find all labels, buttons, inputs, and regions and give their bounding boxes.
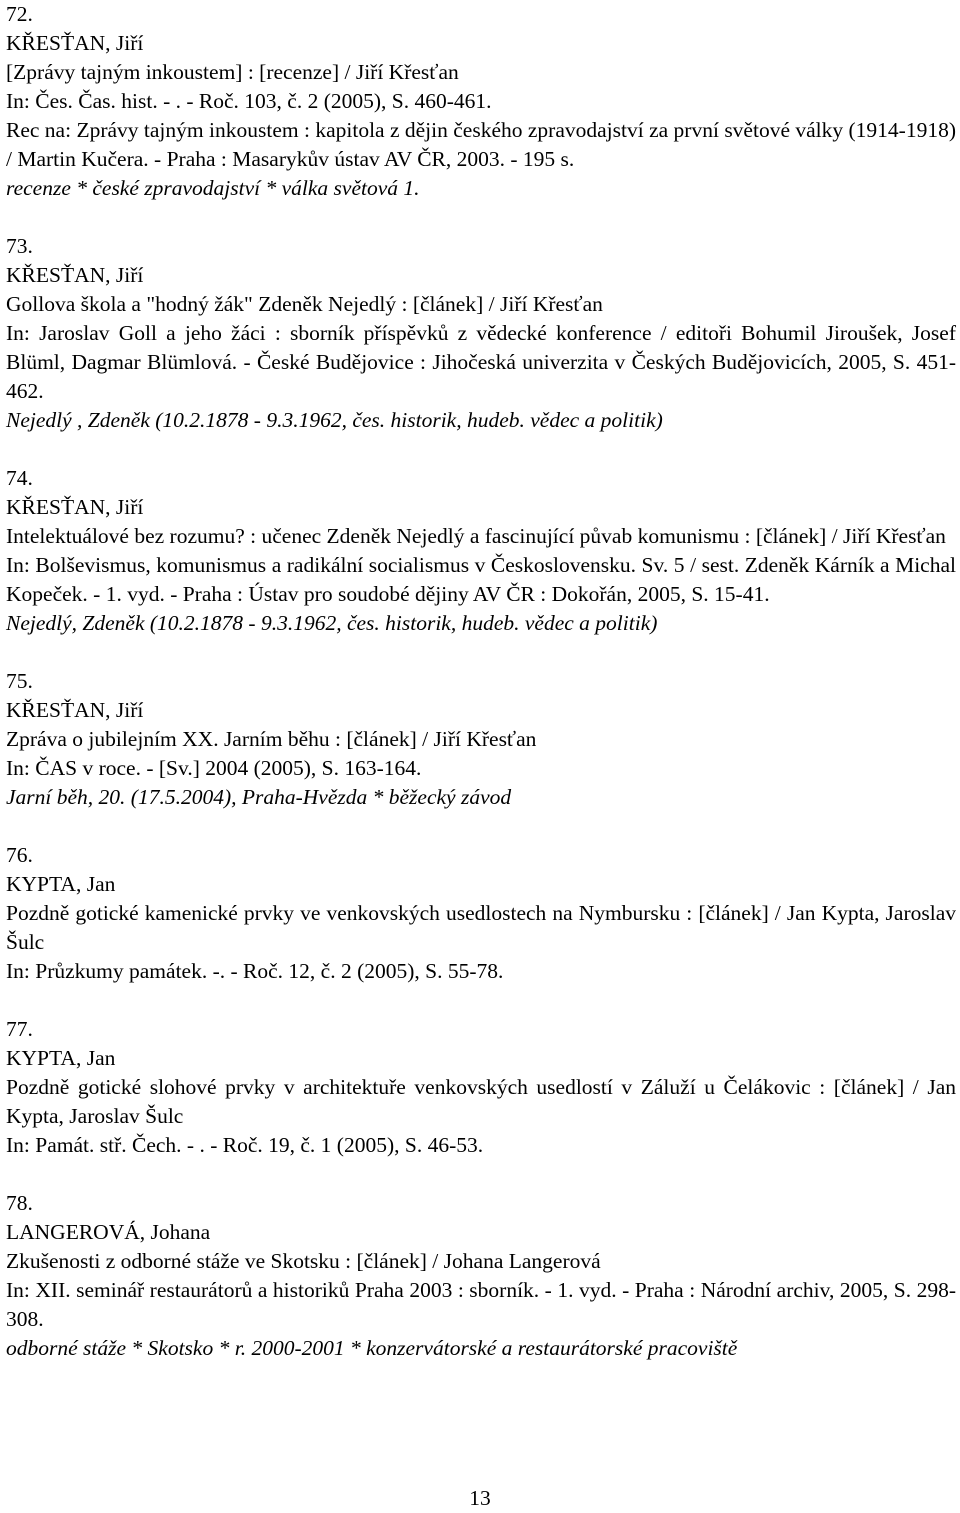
entry-keywords: Jarní běh, 20. (17.5.2004), Praha-Hvězda * běžecký závod <box>6 785 512 809</box>
entry-source: In: Průzkumy památek. -. - Roč. 12, č. 2 (2005), S. 55-78. <box>6 959 504 983</box>
entry-author: KŘESŤAN, Jiří <box>6 698 144 722</box>
entry-note: Rec na: Zprávy tajným inkoustem : kapitola z dějin českého zpravodajství za první světové války (1914-1918) / Martin Kučera. - Praha : Masarykův ústav AV ČR, 2003. - 195 s. <box>6 118 956 171</box>
bibliography-entry-73 <box>6 232 956 435</box>
bibliography-entry-76 <box>6 841 956 986</box>
entry-author: KYPTA, Jan <box>6 1046 116 1070</box>
entry-source: In: Čes. Čas. hist. - . - Roč. 103, č. 2 (2005), S. 460-461. <box>6 89 492 113</box>
page-number: 13 <box>469 1486 491 1510</box>
entry-keywords: Nejedlý, Zdeněk (10.2.1878 - 9.3.1962, čes. historik, hudeb. vědec a politik) <box>6 611 658 635</box>
entry-title: [Zprávy tajným inkoustem] : [recenze] / Jiří Křesťan <box>6 60 459 84</box>
entry-number: 78. <box>6 1191 33 1215</box>
bibliography-entry-72 <box>6 0 956 203</box>
bibliography-entry-77 <box>6 1015 956 1160</box>
entry-title: Pozdně gotické slohové prvky v architektuře venkovských usedlostí v Záluží u Čelákovic : [článek] / Jan Kypta, Jaroslav Šulc <box>6 1075 956 1128</box>
entry-title: Pozdně gotické kamenické prvky ve venkovských usedlostech na Nymbursku : [článek] / Jan Kypta, Jaroslav Šulc <box>6 901 956 954</box>
entry-author: LANGEROVÁ, Johana <box>6 1220 211 1244</box>
bibliography-entry-78 <box>6 1189 956 1363</box>
entry-keywords: odborné stáže * Skotsko * r. 2000-2001 * konzervátorské a restaurátorské pracoviště <box>6 1336 738 1360</box>
entry-number: 77. <box>6 1017 33 1041</box>
entry-number: 74. <box>6 466 33 490</box>
entry-title: Zkušenosti z odborné stáže ve Skotsku : [článek] / Johana Langerová <box>6 1249 601 1273</box>
bibliography-entry-74 <box>6 464 956 638</box>
entry-source: In: Bolševismus, komunismus a radikální socialismus v Československu. Sv. 5 / sest. Zdeněk Kárník a Michal Kopeček. - 1. vyd. - Praha : Ústav pro soudobé dějiny AV ČR : Dokořán, 2005, S. 15-41. <box>6 553 956 606</box>
entry-author: KYPTA, Jan <box>6 872 116 896</box>
entry-author: KŘESŤAN, Jiří <box>6 263 144 287</box>
entry-source: In: Památ. stř. Čech. - . - Roč. 19, č. 1 (2005), S. 46-53. <box>6 1133 484 1157</box>
entry-number: 76. <box>6 843 33 867</box>
entry-source: In: Jaroslav Goll a jeho žáci : sborník příspěvků z vědecké konference / editoři Bohumil Jiroušek, Josef Blüml, Dagmar Blümlová. - České Budějovice : Jihočeská univerzita v Českých Budějovicích, 2005, S. 451-462. <box>6 321 956 403</box>
bibliography-entry-75 <box>6 667 956 812</box>
entry-source: In: XII. seminář restaurátorů a historiků Praha 2003 : sborník. - 1. vyd. - Praha : Národní archiv, 2005, S. 298-308. <box>6 1278 956 1331</box>
entry-title: Gollova škola a "hodný žák" Zdeněk Nejedlý : [článek] / Jiří Křesťan <box>6 292 603 316</box>
entry-title: Intelektuálové bez rozumu? : učenec Zdeněk Nejedlý a fascinující půvab komunismu : [článek] / Jiří Křesťan <box>6 524 946 548</box>
document-page <box>6 0 956 1392</box>
entry-source: In: ČAS v roce. - [Sv.] 2004 (2005), S. 163-164. <box>6 756 422 780</box>
entry-author: KŘESŤAN, Jiří <box>6 495 144 519</box>
entry-keywords: recenze * české zpravodajství * válka světová 1. <box>6 176 420 200</box>
entry-number: 75. <box>6 669 33 693</box>
entry-keywords: Nejedlý , Zdeněk (10.2.1878 - 9.3.1962, čes. historik, hudeb. vědec a politik) <box>6 408 663 432</box>
entry-author: KŘESŤAN, Jiří <box>6 31 144 55</box>
entry-title: Zpráva o jubilejním XX. Jarním běhu : [článek] / Jiří Křesťan <box>6 727 537 751</box>
entry-number: 73. <box>6 234 33 258</box>
entry-number: 72. <box>6 2 33 26</box>
